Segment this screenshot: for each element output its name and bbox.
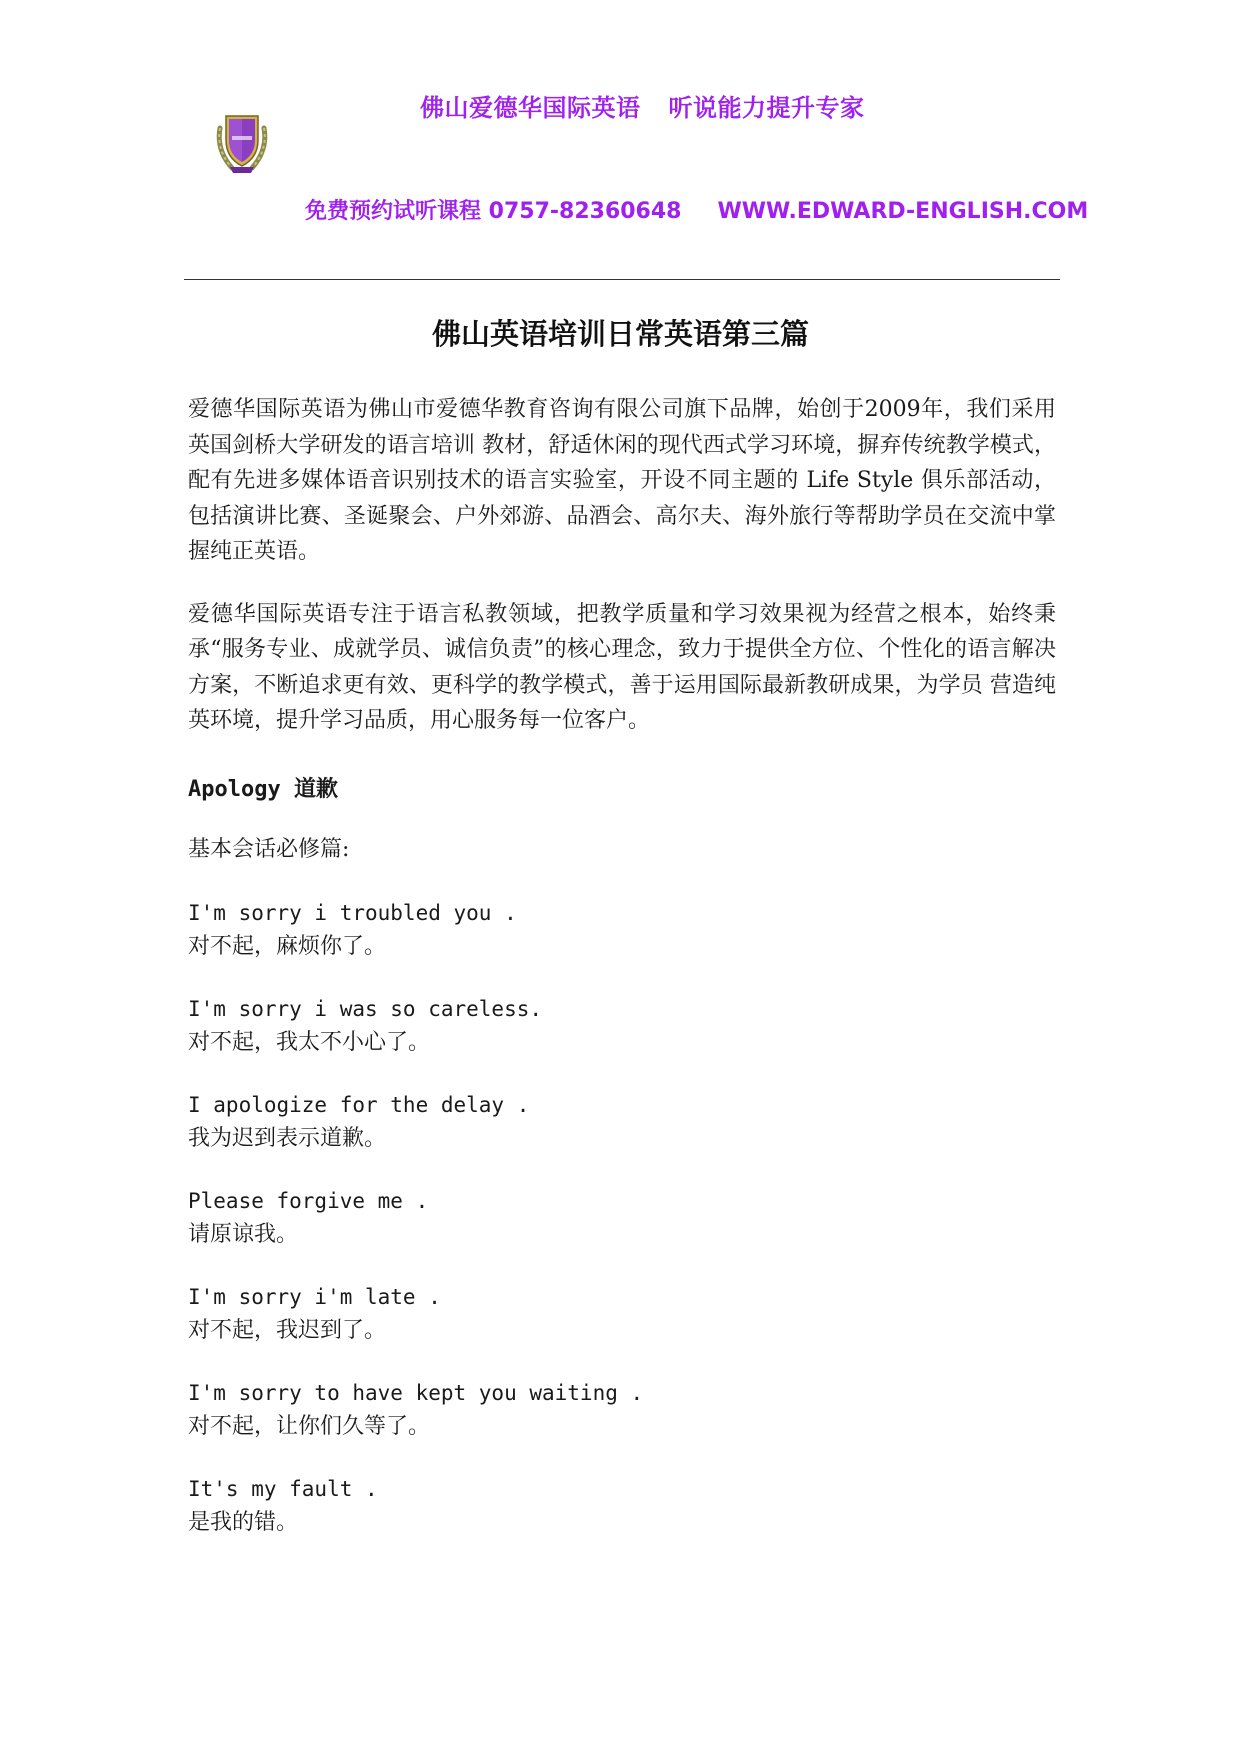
header-brand-line xyxy=(420,88,865,123)
booking-phone: 免费预约试听课程 0757-82360648 xyxy=(305,199,682,224)
phrase-item xyxy=(188,897,1056,963)
phrase-chinese: 是我的错。 xyxy=(188,1509,299,1535)
school-crest-logo xyxy=(214,110,270,176)
phrase-chinese: 对不起，让你们久等了。 xyxy=(188,1413,431,1439)
phrase-chinese: 对不起，我太不小心了。 xyxy=(188,1029,431,1055)
phrase-item xyxy=(188,1185,1056,1251)
phrase-english: I'm sorry i'm late . xyxy=(188,1284,441,1309)
phrase-english: I'm sorry i troubled you . xyxy=(188,900,517,925)
phrase-chinese: 对不起，麻烦你了。 xyxy=(188,933,387,959)
phrase-item xyxy=(188,1473,1056,1539)
phrase-item xyxy=(188,1089,1056,1155)
document-title: 佛山英语培训日常英语第三篇 xyxy=(431,317,809,351)
phrase-english: I'm sorry to have kept you waiting . xyxy=(188,1380,644,1405)
phrase-chinese: 我为迟到表示道歉。 xyxy=(188,1125,387,1151)
phrase-chinese: 对不起，我迟到了。 xyxy=(188,1317,387,1343)
section-intro: 基本会话必修篇: xyxy=(188,836,350,862)
phrase-item xyxy=(188,1281,1056,1347)
phrase-english: I apologize for the delay . xyxy=(188,1092,530,1117)
phrase-english: Please forgive me . xyxy=(188,1188,429,1213)
intro-paragraph-2: 爱德华国际英语专注于语言私教领域，把教学质量和学习效果视为经营之根本，始终秉承“服务专业、成就学员、诚信负责”的核心理念，致力于提供全方位、个性化的语言解决方案，不断追求更有效、更科学的教学模式，善于运用国际最新教研成果，为学员 营造纯英环境，提升学习品质，用心服务每一位客户。 xyxy=(188,601,1056,733)
intro-paragraph-1: 爱德华国际英语为佛山市爱德华教育咨询有限公司旗下品牌，始创于2009年，我们采用英国剑桥大学研发的语言培训 教材，舒适休闲的现代西式学习环境，摒弃传统教学模式，配有先进多媒体语音识别技术的语言实验室，开设不同主题的 Life Style 俱乐部活动，包括演讲比赛、圣诞聚会、户外郊游、品酒会、高尔夫、海外旅行等帮助学员在交流中掌握纯正英语。 xyxy=(188,397,1056,564)
phrase-item xyxy=(188,993,1056,1059)
header-divider xyxy=(184,279,1060,280)
brand-slogan: 听说能力提升专家 xyxy=(668,94,865,122)
phrase-item xyxy=(188,1377,1056,1443)
section-heading: Apology 道歉 xyxy=(188,776,338,802)
brand-name: 佛山爱德华国际英语 xyxy=(420,94,641,122)
header-contact-line xyxy=(305,194,1088,225)
website-link[interactable]: WWW.EDWARD-ENGLISH.COM xyxy=(717,199,1089,224)
phrase-english: It's my fault . xyxy=(188,1476,378,1501)
phrase-english: I'm sorry i was so careless. xyxy=(188,996,543,1021)
phrase-chinese: 请原谅我。 xyxy=(188,1221,299,1247)
document-body xyxy=(188,392,1056,1569)
